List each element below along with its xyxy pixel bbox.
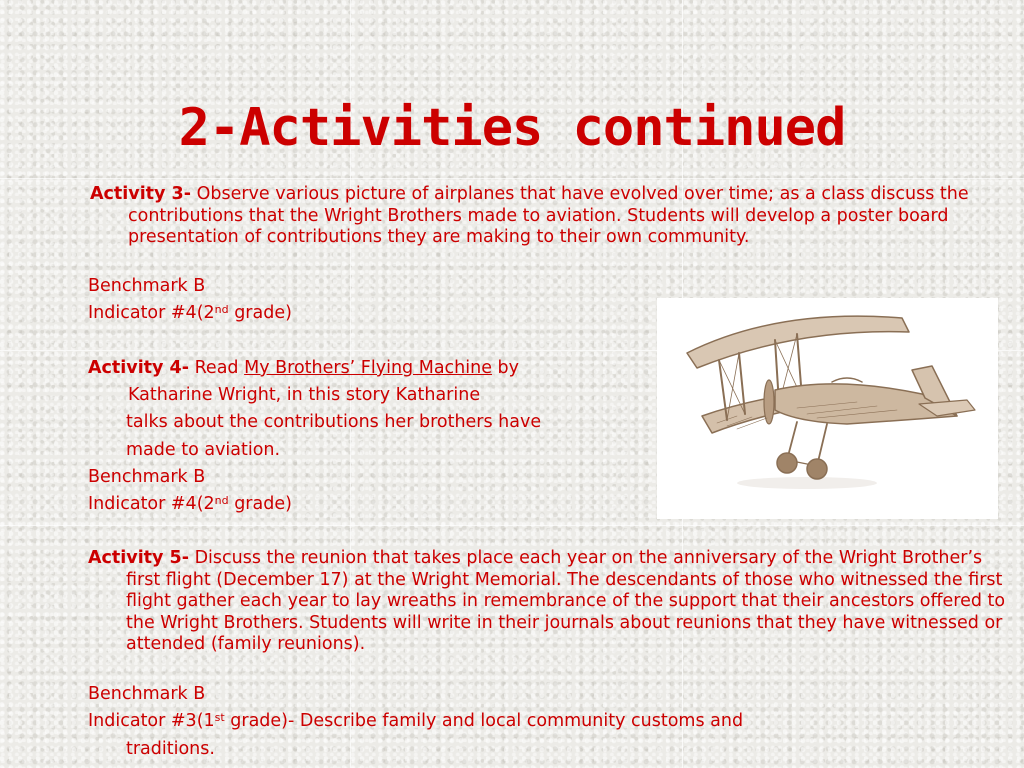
indicator-ordinal: st <box>214 711 225 724</box>
activity-3-label: Activity 3- <box>90 184 191 204</box>
activity-5-indicator <box>88 711 743 731</box>
background-tile-divider <box>0 525 1024 526</box>
activity-5-indicator-line-2: traditions. <box>126 739 215 759</box>
indicator-ordinal: nd <box>214 303 229 316</box>
activity-4-line-3: talks about the contributions her brothers have <box>126 412 542 432</box>
activity-5-paragraph <box>88 548 1006 656</box>
activity-4-line-1 <box>88 358 519 378</box>
biplane-sketch-icon <box>657 298 998 519</box>
activity-4-text: Read <box>189 358 245 378</box>
activity-4-label: Activity 4- <box>88 358 189 378</box>
activity-4-line-2: Katharine Wright, in this story Katharine <box>128 385 481 405</box>
activity-4-text-by: by <box>491 358 520 378</box>
activity-3-paragraph <box>90 184 978 249</box>
indicator-grade: grade) <box>228 494 292 514</box>
activity-5-label: Activity 5- <box>88 548 189 568</box>
activity-5-benchmark: Benchmark B <box>88 684 206 704</box>
biplane-image <box>657 298 998 519</box>
indicator-text: Indicator #4(2 <box>88 494 215 514</box>
activity-5-text: Discuss the reunion that takes place each year on the anniversary of the Wright Brother’s first flight (December 17) at the Wright Memorial. The descendants of those who witnessed the first flight gather each year to lay wreaths in remembrance of the support that their ancestors offered to the Wright Brothers. Students will write in their journals about reunions that they have witnessed or attended (family reunions). <box>126 548 1006 654</box>
book-title: My Brothers’ Flying Machine <box>244 358 492 378</box>
indicator-grade: grade) <box>228 303 292 323</box>
activity-3-benchmark: Benchmark B <box>88 276 206 296</box>
background-tile-divider <box>0 178 1024 179</box>
activity-4-indicator <box>88 494 292 514</box>
indicator-description: grade)- Describe family and local community customs and <box>224 711 744 731</box>
activity-4-line-4: made to aviation. <box>126 440 281 460</box>
indicator-text: Indicator #4(2 <box>88 303 215 323</box>
activity-4-benchmark: Benchmark B <box>88 467 206 487</box>
slide-title: 2-Activities continued <box>178 98 846 158</box>
activity-3-text: Observe various picture of airplanes that have evolved over time; as a class discuss the contributions that the Wright Brothers made to aviation. Students will develop a poster board presentation of contributions they are making to their own community. <box>128 184 969 247</box>
activity-3-indicator <box>88 303 292 323</box>
indicator-text: Indicator #3(1 <box>88 711 215 731</box>
indicator-ordinal: nd <box>214 494 229 507</box>
